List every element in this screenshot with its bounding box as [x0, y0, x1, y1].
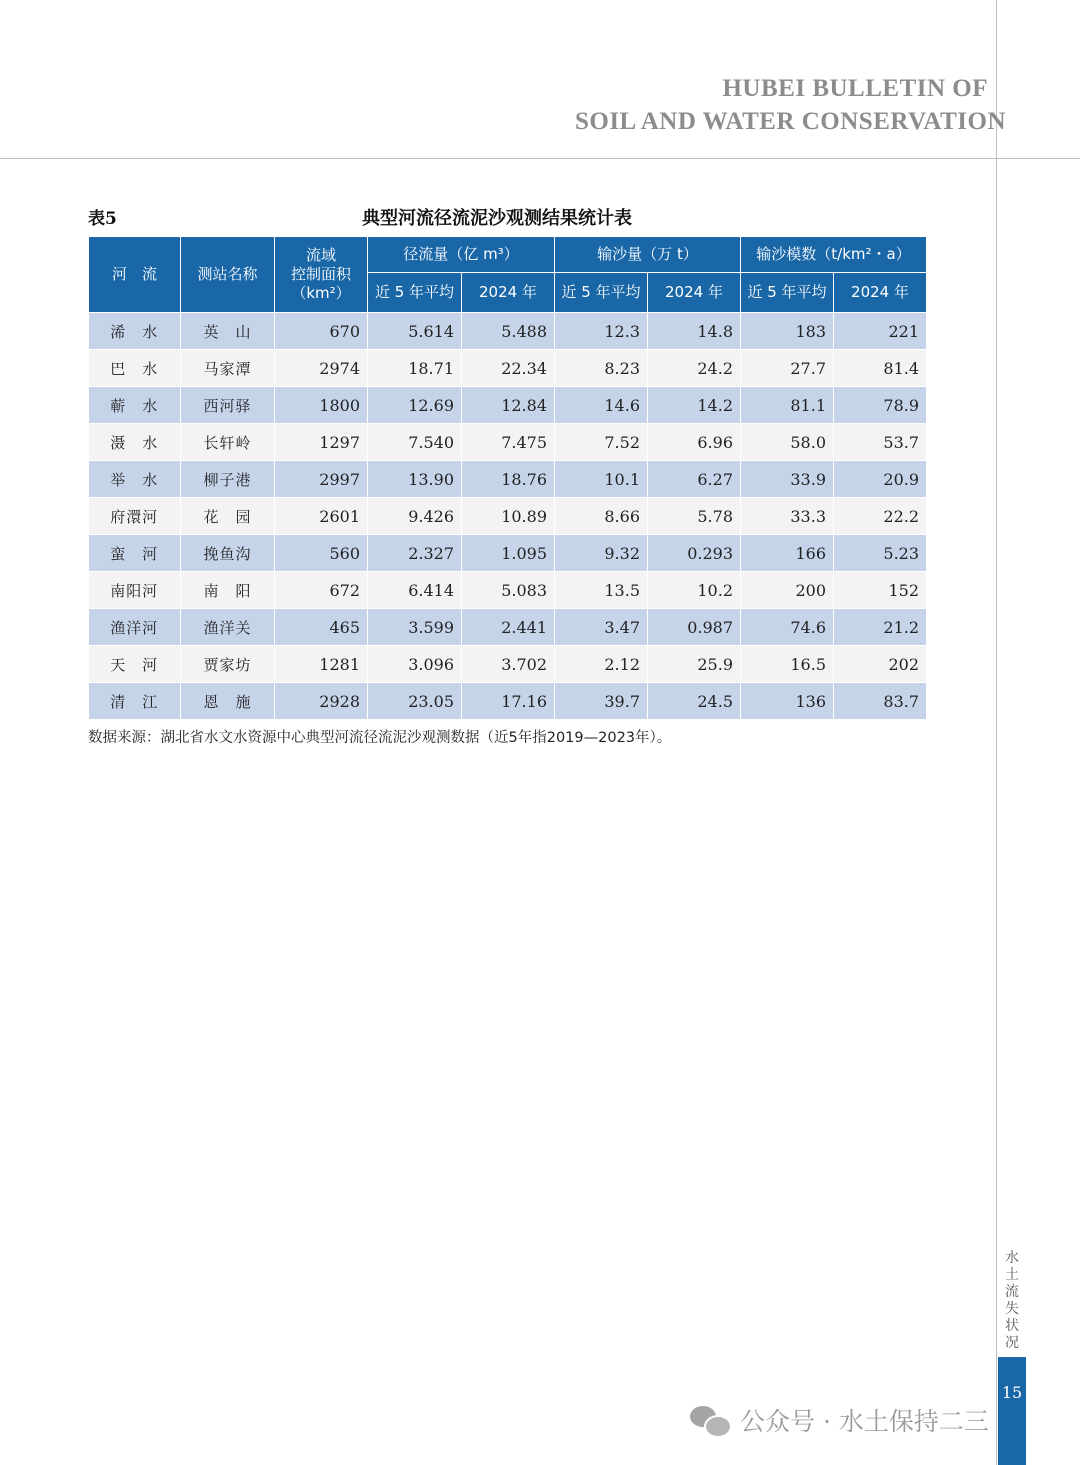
value-cell: 14.2 [648, 387, 741, 424]
table-body [89, 313, 927, 720]
journal-title-line2: SOIL AND WATER CONSERVATION [574, 108, 1006, 135]
value-cell: 10.1 [555, 461, 648, 498]
header-area [275, 237, 368, 313]
table-row [89, 683, 927, 720]
table-row [89, 572, 927, 609]
value-cell: 202 [834, 646, 927, 683]
river-name-cell: 南阳河 [89, 572, 181, 609]
header-modulus: 输沙模数（t/km²・a） [741, 237, 927, 273]
value-cell: 18.76 [462, 461, 555, 498]
value-cell: 5.78 [648, 498, 741, 535]
station-name-cell: 马家潭 [181, 350, 275, 387]
value-cell: 3.702 [462, 646, 555, 683]
value-cell: 7.52 [555, 424, 648, 461]
header-river: 河 流 [89, 237, 181, 313]
header-area-line2: 控制面积 [290, 265, 351, 283]
value-cell: 83.7 [834, 683, 927, 720]
value-cell: 27.7 [741, 350, 834, 387]
value-cell: 2601 [275, 498, 368, 535]
value-cell: 14.8 [648, 313, 741, 350]
header-sediment: 输沙量（万 t） [555, 237, 741, 273]
value-cell: 136 [741, 683, 834, 720]
station-name-cell: 柳子港 [181, 461, 275, 498]
value-cell: 6.414 [368, 572, 462, 609]
station-name-cell: 花 园 [181, 498, 275, 535]
header-modulus-2024: 2024 年 [834, 273, 927, 313]
value-cell: 2997 [275, 461, 368, 498]
station-name-cell: 长轩岭 [181, 424, 275, 461]
station-name-cell: 英 山 [181, 313, 275, 350]
value-cell: 0.987 [648, 609, 741, 646]
header-area-line1: 流域 [305, 246, 336, 264]
value-cell: 8.66 [555, 498, 648, 535]
page-number-tab [998, 1357, 1026, 1465]
river-name-cell: 滠 水 [89, 424, 181, 461]
header-station: 测站名称 [181, 237, 275, 313]
header-modulus-avg5: 近 5 年平均 [741, 273, 834, 313]
value-cell: 24.2 [648, 350, 741, 387]
table-row [89, 424, 927, 461]
journal-title [574, 72, 1006, 138]
value-cell: 16.5 [741, 646, 834, 683]
station-name-cell: 渔洋关 [181, 609, 275, 646]
value-cell: 81.4 [834, 350, 927, 387]
value-cell: 5.23 [834, 535, 927, 572]
value-cell: 78.9 [834, 387, 927, 424]
value-cell: 3.47 [555, 609, 648, 646]
value-cell: 12.69 [368, 387, 462, 424]
river-name-cell: 浠 水 [89, 313, 181, 350]
value-cell: 53.7 [834, 424, 927, 461]
value-cell: 1281 [275, 646, 368, 683]
section-name-vertical: 水土流失状况 [1005, 1250, 1019, 1351]
value-cell: 1800 [275, 387, 368, 424]
value-cell: 3.096 [368, 646, 462, 683]
value-cell: 2.441 [462, 609, 555, 646]
table-row [89, 498, 927, 535]
value-cell: 10.2 [648, 572, 741, 609]
header-runoff-2024: 2024 年 [462, 273, 555, 313]
value-cell: 5.488 [462, 313, 555, 350]
header-area-unit: （km²） [291, 284, 351, 302]
page-number: 15 [1001, 1383, 1023, 1402]
watermark-text: 公众号 · 水土保持二三 [740, 1407, 989, 1436]
value-cell: 58.0 [741, 424, 834, 461]
river-name-cell: 渔洋河 [89, 609, 181, 646]
value-cell: 3.599 [368, 609, 462, 646]
value-cell: 183 [741, 313, 834, 350]
value-cell: 12.3 [555, 313, 648, 350]
value-cell: 2974 [275, 350, 368, 387]
value-cell: 81.1 [741, 387, 834, 424]
value-cell: 12.84 [462, 387, 555, 424]
river-name-cell: 蛮 河 [89, 535, 181, 572]
right-margin-rule [996, 0, 997, 1465]
value-cell: 2.327 [368, 535, 462, 572]
table-row [89, 609, 927, 646]
header-sediment-2024: 2024 年 [648, 273, 741, 313]
value-cell: 33.3 [741, 498, 834, 535]
value-cell: 13.90 [368, 461, 462, 498]
header-rule [0, 158, 1080, 159]
value-cell: 9.426 [368, 498, 462, 535]
value-cell: 22.34 [462, 350, 555, 387]
table-row [89, 461, 927, 498]
header-runoff-avg5: 近 5 年平均 [368, 273, 462, 313]
value-cell: 465 [275, 609, 368, 646]
value-cell: 560 [275, 535, 368, 572]
value-cell: 152 [834, 572, 927, 609]
value-cell: 14.6 [555, 387, 648, 424]
value-cell: 18.71 [368, 350, 462, 387]
value-cell: 21.2 [834, 609, 927, 646]
value-cell: 23.05 [368, 683, 462, 720]
value-cell: 166 [741, 535, 834, 572]
table-footnote: 数据来源：湖北省水文水资源中心典型河流径流泥沙观测数据（近5年指2019—2023年）。 [88, 730, 672, 746]
river-name-cell: 府澴河 [89, 498, 181, 535]
table-label: 表5 [88, 209, 117, 229]
value-cell: 0.293 [648, 535, 741, 572]
value-cell: 20.9 [834, 461, 927, 498]
table-row [89, 313, 927, 350]
value-cell: 670 [275, 313, 368, 350]
river-name-cell: 巴 水 [89, 350, 181, 387]
watermark [690, 1402, 989, 1438]
table-row [89, 646, 927, 683]
value-cell: 7.540 [368, 424, 462, 461]
table-title: 典型河流径流泥沙观测结果统计表 [362, 208, 632, 229]
value-cell: 6.96 [648, 424, 741, 461]
value-cell: 74.6 [741, 609, 834, 646]
journal-title-line1: HUBEI BULLETIN OF [722, 75, 988, 102]
value-cell: 7.475 [462, 424, 555, 461]
statistics-table [88, 236, 927, 720]
value-cell: 2928 [275, 683, 368, 720]
value-cell: 13.5 [555, 572, 648, 609]
value-cell: 33.9 [741, 461, 834, 498]
river-name-cell: 举 水 [89, 461, 181, 498]
station-name-cell: 挽鱼沟 [181, 535, 275, 572]
station-name-cell: 恩 施 [181, 683, 275, 720]
header-runoff: 径流量（亿 m³） [368, 237, 555, 273]
value-cell: 5.083 [462, 572, 555, 609]
river-name-cell: 天 河 [89, 646, 181, 683]
value-cell: 10.89 [462, 498, 555, 535]
value-cell: 24.5 [648, 683, 741, 720]
value-cell: 22.2 [834, 498, 927, 535]
value-cell: 672 [275, 572, 368, 609]
station-name-cell: 西河驿 [181, 387, 275, 424]
value-cell: 39.7 [555, 683, 648, 720]
river-name-cell: 蕲 水 [89, 387, 181, 424]
station-name-cell: 贾家坊 [181, 646, 275, 683]
station-name-cell: 南 阳 [181, 572, 275, 609]
river-name-cell: 清 江 [89, 683, 181, 720]
value-cell: 221 [834, 313, 927, 350]
value-cell: 9.32 [555, 535, 648, 572]
value-cell: 8.23 [555, 350, 648, 387]
value-cell: 17.16 [462, 683, 555, 720]
header-sediment-avg5: 近 5 年平均 [555, 273, 648, 313]
value-cell: 6.27 [648, 461, 741, 498]
value-cell: 200 [741, 572, 834, 609]
table-row [89, 535, 927, 572]
value-cell: 5.614 [368, 313, 462, 350]
value-cell: 25.9 [648, 646, 741, 683]
value-cell: 1.095 [462, 535, 555, 572]
value-cell: 2.12 [555, 646, 648, 683]
wechat-icon [690, 1404, 730, 1436]
value-cell: 1297 [275, 424, 368, 461]
table-row [89, 387, 927, 424]
table-row [89, 350, 927, 387]
